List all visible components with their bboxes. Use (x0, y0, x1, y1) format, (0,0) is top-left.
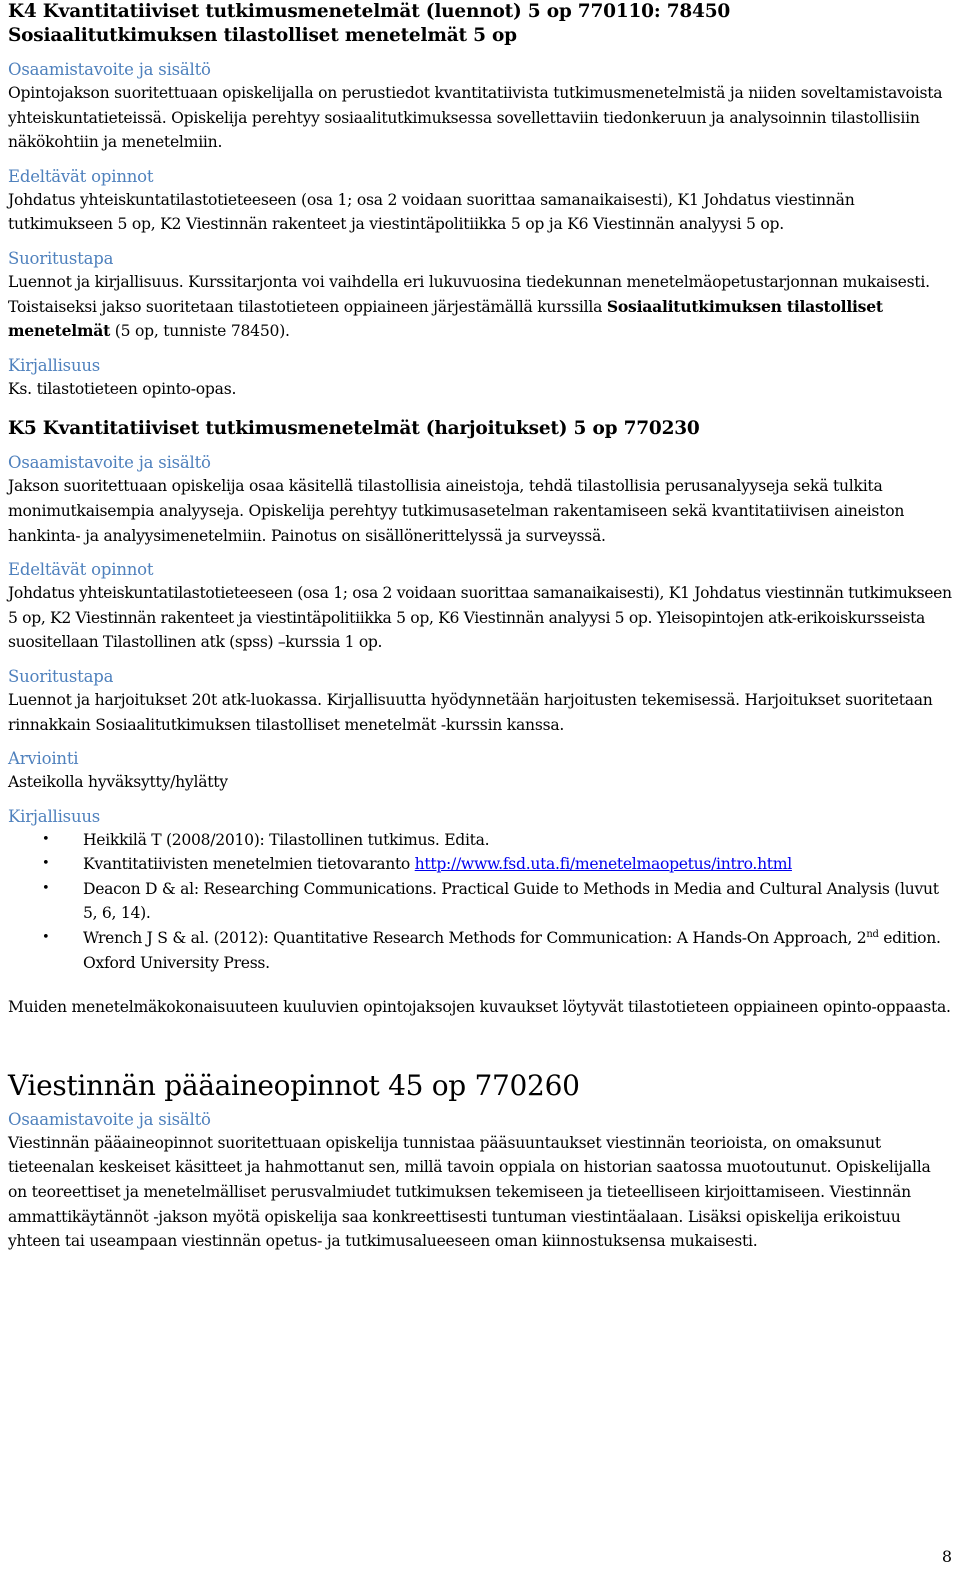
major-goals-text: Viestinnän pääaineopinnot suoritettuaan opiskelija tunnistaa pääsuuntaukset viestinnän teorioista, on omaksunut tieteenalan keskeiset käsitteet ja hahmottanut sen, millä tavoin oppiala on historian saatossa muotoutunut. Opiskelijalla on teoreettiset ja menetelmälliset perusvalmiudet tutkimuksen tekemiseen ja tieteelliseen kirjoittamiseen. Viestinnän ammattikäytännöt -jakson myötä opiskelija saa konkreettisesti tuntuman viestintäalaan. Lisäksi opiskelija erikoistuu yhteen tai useampaan viestinnän opetus- ja tutkimusalueeseen oman kiinnostuksensa mukaisesti. (8, 1133, 931, 1251)
k4-goals-heading: Osaamistavoite ja sisältö (8, 60, 211, 79)
k4-method-text (8, 270, 952, 344)
k4-title-line2: Sosiaalitutkimuksen tilastolliset menetelmät 5 op (8, 25, 517, 46)
k5-title: K5 Kvantitatiiviset tutkimusmenetelmät (harjoitukset) 5 op 770230 (8, 418, 700, 440)
k4-method-course-name: Sosiaalitutkimuksen tilastolliset menetelmät (8, 296, 883, 341)
lit-item-sup: nd (866, 928, 879, 940)
k4-goals-text: Opintojakson suoritettuaan opiskelijalla on perustiedot kvantitatiivista tutkimusmenetelmistä ja niiden soveltamistavoista yhteiskuntatieteissä. Opiskelija perehtyy sosiaalitutkimuksessa sovellettaviin tiedonkeruun ja analysoinnin tilastollisiin näkökohtiin ja menetelmiin. (8, 84, 943, 152)
k4-method-text-2: (5 op, tunniste 78450). (110, 322, 290, 341)
lit-item-text-pre: Wrench J S & al. (2012): Quantitative Research Methods for Communication: A Hands-On Approach, 2 (83, 929, 867, 948)
list-item (8, 877, 952, 926)
k4-prereq-heading: Edeltävät opinnot (8, 166, 154, 186)
k5-closing-text: Muiden menetelmäkokonaisuuteen kuuluvien opintojaksojen kuvaukset löytyvät tilastotieteen oppiaineen opinto-oppaasta. (8, 998, 951, 1017)
k4-method-text-1: Luennot ja kirjallisuus. Kurssitarjonta voi vaihdella eri lukuvuosina tiedekunnan menetelmäopetustarjonnan mukaisesti. Toistaiseksi jakso suoritetaan tilastotieteen oppiaineen järjestämällä kurssilla (8, 272, 930, 316)
bullet-icon: • (42, 880, 50, 896)
lit-item-text-post: edition. Oxford University Press. (83, 929, 941, 972)
major-goals-heading: Osaamistavoite ja sisältö (8, 1109, 211, 1129)
k5-method-heading: Suoritustapa (8, 666, 114, 686)
list-item (8, 828, 952, 853)
k4-lit-heading: Kirjallisuus (8, 355, 101, 375)
bullet-icon: • (42, 856, 50, 872)
k5-eval-heading: Arviointi (8, 749, 79, 769)
document-page (8, 0, 952, 1254)
lit-item-text: Kvantitatiivisten menetelmien tietovaranto (83, 855, 415, 874)
lit-item-text: Heikkilä T (2008/2010): Tilastollinen tutkimus. Edita. (83, 830, 490, 849)
list-item (8, 852, 952, 877)
bullet-icon: • (42, 930, 50, 946)
fsd-link[interactable]: http://www.fsd.uta.fi/menetelmaopetus/intro.html (414, 855, 792, 874)
lit-item-text: Deacon D & al: Researching Communications. Practical Guide to Methods in Media and Cultural Analysis (luvut 5, 6, 14). (83, 879, 939, 923)
k5-prereq-text: Johdatus yhteiskuntatilastotieteeseen (osa 1; osa 2 voidaan suorittaa samanaikaisesti), K1 Johdatus viestinnän tutkimukseen 5 op, K2 Viestinnän rakenteet ja viestintäpolitiikka 5 op, K6 Viestinnän analyysi 5 op. Yleisopintojen atk-erikoiskursseista suositellaan Tilastollinen atk (spss) –kurssia 1 op. (8, 584, 952, 652)
k4-method-heading: Suoritustapa (8, 248, 114, 268)
major-title: Viestinnän pääaineopinnot 45 op 770260 (8, 1068, 580, 1102)
list-item (8, 926, 952, 975)
k5-eval-text: Asteikolla hyväksytty/hylätty (8, 773, 228, 792)
k4-title-line1: K4 Kvantitatiiviset tutkimusmenetelmät (luennot) 5 op 770110: 78450 (8, 1, 731, 22)
k5-lit-heading: Kirjallisuus (8, 806, 101, 826)
k4-prereq-text: Johdatus yhteiskuntatilastotieteeseen (osa 1; osa 2 voidaan suorittaa samanaikaisesti), K1 Johdatus viestinnän tutkimukseen 5 op, K2 Viestinnän rakenteet ja viestintäpolitiikka 5 op ja K6 Viestinnän analyysi 5 op. (8, 190, 855, 234)
k5-method-text: Luennot ja harjoitukset 20t atk-luokassa. Kirjallisuutta hyödynnetään harjoitusten tekemisessä. Harjoitukset suoritetaan rinnakkain Sosiaalitutkimuksen tilastolliset menetelmät -kurssin kanssa. (8, 690, 933, 734)
k5-goals-heading: Osaamistavoite ja sisältö (8, 453, 211, 473)
k5-prereq-heading: Edeltävät opinnot (8, 560, 154, 580)
k5-lit-list (8, 828, 952, 976)
k5-goals-text: Jakson suoritettuaan opiskelija osaa käsitellä tilastollisia aineistoja, tehdä tilastollisia perusanalyyseja sekä tulkita monimutkaisempia analyyseja. Opiskelija perehtyy tutkimusasetelman rakentamiseen sekä kvantitatiivisen aineiston hankinta- ja analyysimenetelmiin. Painotus on sisällönerittelyssä ja surveyssä. (8, 477, 905, 545)
page-number: 8 (941, 1547, 952, 1566)
k4-lit-text: Ks. tilastotieteen opinto-opas. (8, 379, 237, 398)
bullet-icon: • (42, 831, 50, 847)
